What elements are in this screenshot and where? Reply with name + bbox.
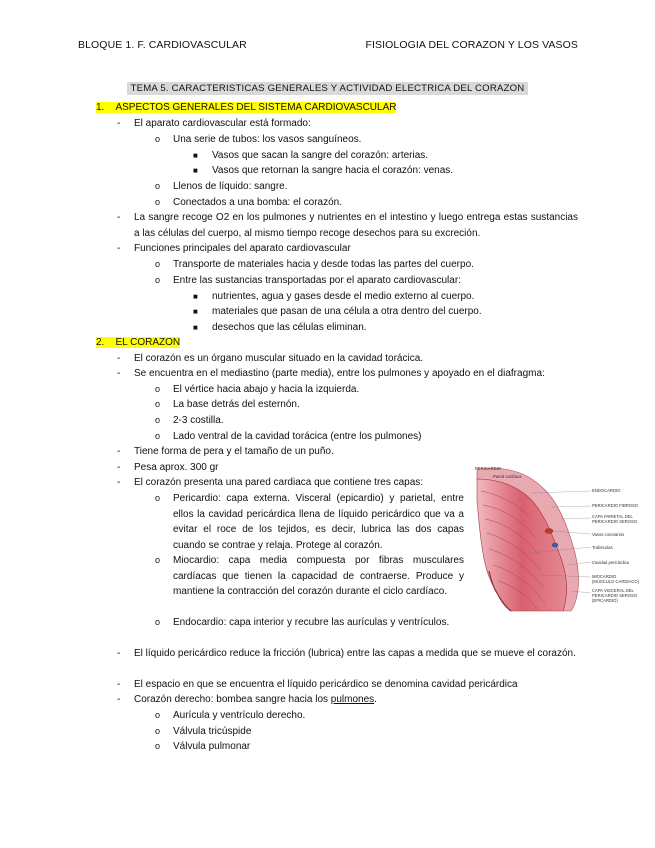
s2-line-17: Válvula tricúspide <box>173 726 252 737</box>
circle-bullet: o <box>155 259 161 269</box>
circle-bullet: o <box>155 275 161 285</box>
title-bar <box>0 78 655 96</box>
circle-bullet: o <box>155 555 161 565</box>
s1-line-1: El aparato cardiovascular está formado: <box>134 118 311 129</box>
label-capa-visceral-3: (EPICARDIO) <box>592 598 618 603</box>
dash-bullet: - <box>117 648 121 659</box>
label-pared: Pared cardíaca <box>493 474 522 479</box>
s2-line-15-post: . <box>374 694 377 705</box>
section1-heading <box>96 100 396 115</box>
dash-bullet: - <box>117 368 121 379</box>
circle-bullet: o <box>155 399 161 409</box>
label-miocardio-2: (MÚSCULO CARDÍACO) <box>592 579 639 584</box>
square-bullet: ■ <box>193 292 198 301</box>
s2-line-15 <box>134 692 377 707</box>
dash-bullet: - <box>117 243 121 254</box>
dash-bullet: - <box>117 118 121 129</box>
s1-line-4: Vasos que retornan la sangre hacia el corazón: venas. <box>212 165 454 176</box>
s2-line-2: Se encuentra en el mediastino (parte media), entre los pulmones y apoyado en el diafragma: <box>134 368 545 379</box>
s2-line-13: El líquido pericárdico reduce la fricción (lubrica) entre las capas a medida que se mueve el corazón. <box>134 648 576 659</box>
s1-line-11: nutrientes, agua y gases desde el medio externo al cuerpo. <box>212 291 475 302</box>
s2-line-9: El corazón presenta una pared cardiaca que contiene tres capas: <box>134 477 424 488</box>
section1-number: 1. <box>96 102 105 113</box>
dash-bullet: - <box>117 462 121 473</box>
lungs-underlined: pulmones <box>330 694 375 705</box>
circle-bullet: o <box>155 134 161 144</box>
circle-bullet: o <box>155 493 161 503</box>
dash-bullet: - <box>117 446 121 457</box>
label-pericardio-fibroso: PERICARDIO FIBROSO <box>592 503 639 508</box>
label-capa-parietal-1: CAPA PARIETAL DEL <box>592 514 633 519</box>
s1-line-10: Entre las sustancias transportadas por el aparato cardiovascular: <box>173 275 461 286</box>
coronary-vein <box>552 543 558 547</box>
label-vasos: Vasos coronarios <box>592 532 625 537</box>
s1-line-8: Funciones principales del aparato cardiovascular <box>134 243 351 254</box>
s2-line-12: Endocardio: capa interior y recubre las aurículas y ventrículos. <box>173 617 450 628</box>
s1-line-2: Una serie de tubos: los vasos sanguíneos. <box>173 134 362 145</box>
label-capa-parietal-2: PERICARDIO SEROSO <box>592 519 638 524</box>
s2-line-6: Lado ventral de la cavidad torácica (entre los pulmones) <box>173 431 422 442</box>
s1-line-13: desechos que las células eliminan. <box>212 322 367 333</box>
section2-number: 2. <box>96 337 105 348</box>
circle-bullet: o <box>155 181 161 191</box>
page-title: TEMA 5. CARACTERISTICAS GENERALES Y ACTIVIDAD ELECTRICA DEL CORAZON <box>127 82 529 95</box>
section2-heading <box>96 335 180 350</box>
heart-wall-illustration <box>471 461 651 621</box>
s1-line-12: materiales que pasan de una célula a otra dentro del cuerpo. <box>212 306 482 317</box>
s2-line-15-pre: Corazón derecho: bombea sangre hacia los <box>134 694 331 705</box>
s2-line-16: Aurícula y ventrículo derecho. <box>173 710 306 721</box>
section1-title: ASPECTOS GENERALES DEL SISTEMA CARDIOVASCULAR <box>115 102 397 113</box>
s2-line-4: La base detrás del esternón. <box>173 399 300 410</box>
s2-line-10: Pericardio: capa externa. Visceral (epicardio) y parietal, entre ellos la cavidad pericárdica llena de líquido pericárdico que va a evitar el roce de los tejidos, es decir, lubrica las dos capas cuando se contrae y relaja. Protege al corazón. <box>173 493 464 551</box>
s2-line-18: Válvula pulmonar <box>173 741 251 752</box>
s1-line-9: Transporte de materiales hacia y desde todas las partes del cuerpo. <box>173 259 474 270</box>
square-bullet: ■ <box>193 307 198 316</box>
circle-bullet: o <box>155 431 161 441</box>
s1-line-5: Llenos de líquido: sangre. <box>173 181 288 192</box>
dash-bullet: - <box>117 353 121 364</box>
circle-bullet: o <box>155 384 161 394</box>
circle-bullet: o <box>155 726 161 736</box>
s1-line-6: Conectados a una bomba: el corazón. <box>173 197 342 208</box>
label-miocardio-1: MIOCARDIO <box>592 574 617 579</box>
circle-bullet: o <box>155 415 161 425</box>
circle-bullet: o <box>155 741 161 751</box>
square-bullet: ■ <box>193 166 198 175</box>
dash-bullet: - <box>117 212 121 223</box>
s1-line-7: La sangre recoge O2 en los pulmones y nutrientes en el intestino y luego entrega estas sustancias a las células del cuerpo, al mismo tiempo recoge desechos para su excreción. <box>134 212 578 239</box>
square-bullet: ■ <box>193 151 198 160</box>
circle-bullet: o <box>155 617 161 627</box>
s1-line-3: Vasos que sacan la sangre del corazón: arterias. <box>212 150 429 161</box>
label-pericardio: PERICARDIO <box>475 466 502 471</box>
s2-line-8: Pesa aprox. 300 gr <box>134 462 219 473</box>
section2-title: EL CORAZON <box>115 337 181 348</box>
s2-line-1: El corazón es un órgano muscular situado en la cavidad torácica. <box>134 353 424 364</box>
dash-bullet: - <box>117 477 121 488</box>
s2-line-11: Miocardio: capa media compuesta por fibras musculares cardíacas que tienen la capacidad de contraerse. Produce y mantiene la contracción del corazón durante el ciclo cardíaco. <box>173 555 464 597</box>
square-bullet: ■ <box>193 323 198 332</box>
coronary-vessel <box>545 529 553 534</box>
s2-line-3: El vértice hacia abajo y hacia la izquierda. <box>173 384 360 395</box>
dash-bullet: - <box>117 694 121 705</box>
s2-line-7: Tiene forma de pera y el tamaño de un puño. <box>134 446 334 457</box>
s2-line-14: El espacio en que se encuentra el líquido pericárdico se denomina cavidad pericárdica <box>134 679 518 690</box>
label-capa-visceral-2: PERICARDIO SEROSO <box>592 593 638 598</box>
label-capa-visceral-1: CAPA VISCERAL DEL <box>592 588 634 593</box>
label-cavidad: Cavidad pericárdica <box>592 560 630 565</box>
dash-bullet: - <box>117 679 121 690</box>
header-left: BLOQUE 1. F. CARDIOVASCULAR <box>78 39 247 51</box>
label-trabeculas: Trabéculas <box>592 545 613 550</box>
s2-line-5: 2-3 costilla. <box>173 415 224 426</box>
circle-bullet: o <box>155 197 161 207</box>
header-right: FISIOLOGIA DEL CORAZON Y LOS VASOS <box>365 39 578 51</box>
label-endocardio: ENDOCARDIO <box>592 488 621 493</box>
circle-bullet: o <box>155 710 161 720</box>
